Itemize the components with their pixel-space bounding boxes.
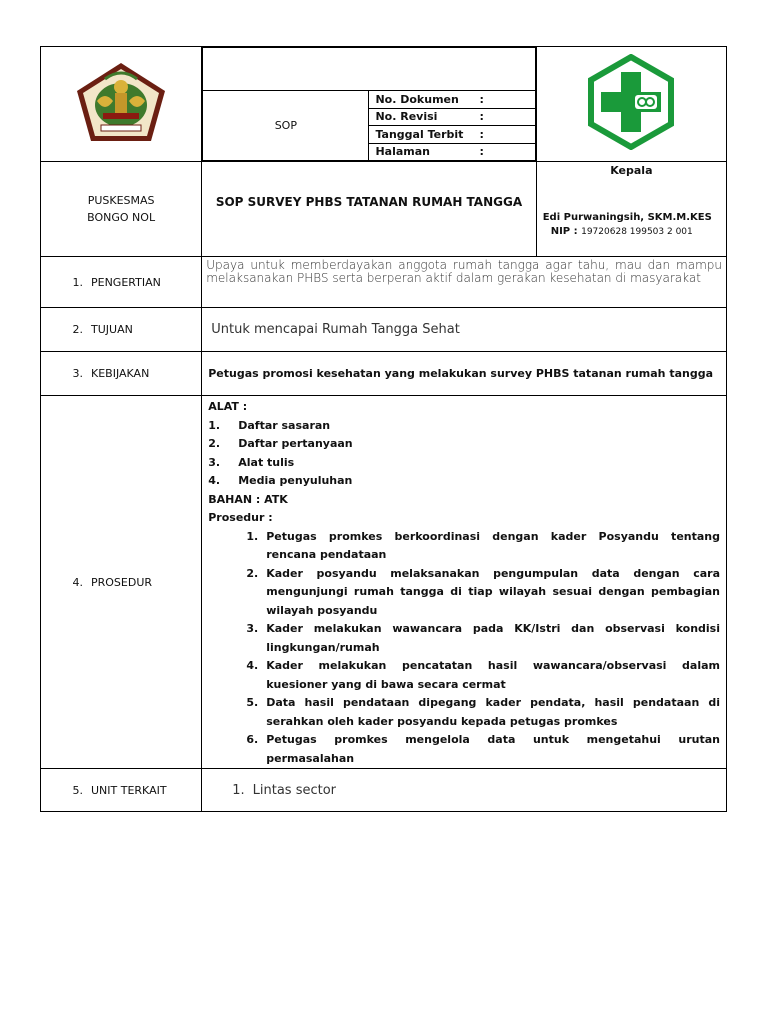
step-number: 1. xyxy=(246,529,259,543)
list-text: Alat tulis xyxy=(238,455,295,469)
meta-sep: : xyxy=(479,127,484,141)
signer-name: Edi Purwaningsih, SKM.M.KES xyxy=(542,212,712,223)
section-label-pengertian xyxy=(41,257,202,308)
alat-heading: ALAT : xyxy=(208,400,248,413)
section-number: 5. xyxy=(72,783,83,797)
document-title: SOP SURVEY PHBS TATANAN RUMAH TANGGA xyxy=(202,162,536,257)
section-label-kebijakan xyxy=(41,352,202,396)
alat-item xyxy=(208,417,720,436)
meta-key: No. Dokumen xyxy=(375,92,459,106)
step-text: Data hasil pendataan dipegang kader pendata, hasil pendataan di serahkan oleh kader posyandu kepada petugas promkes xyxy=(266,696,720,728)
section-title: PENGERTIAN xyxy=(91,275,161,289)
signer-nip xyxy=(551,226,693,237)
section-number: 3. xyxy=(72,367,83,380)
meta-list xyxy=(369,91,535,161)
step-number: 4. xyxy=(246,659,259,672)
section-number: 2. xyxy=(72,323,83,336)
procedure-step xyxy=(208,620,720,657)
step-number: 5. xyxy=(246,696,259,709)
procedure-step xyxy=(208,528,720,565)
prosedur-heading: Prosedur : xyxy=(208,511,273,524)
section-label-tujuan xyxy=(41,308,202,352)
procedure-step xyxy=(208,731,720,768)
meta-tanggal-terbit xyxy=(369,126,534,144)
left-logo-cell xyxy=(41,47,202,162)
step-text: Kader melakukan pencatatan hasil wawancara/observasi dalam kuesioner yang di bawa secara cermat xyxy=(266,659,720,691)
regency-seal-logo-icon xyxy=(75,61,167,143)
step-text: Kader melakukan wawancara pada KK/Istri dan observasi kondisi lingkungan/rumah xyxy=(266,622,720,654)
section-number: 4. xyxy=(72,575,83,589)
list-text: Daftar sasaran xyxy=(238,418,331,432)
section-title: TUJUAN xyxy=(91,323,133,336)
sop-table xyxy=(40,46,727,812)
meta-halaman xyxy=(369,144,534,161)
tujuan-text: Untuk mencapai Rumah Tangga Sehat xyxy=(202,308,727,352)
meta-no-revisi xyxy=(369,109,534,127)
list-text: Media penyuluhan xyxy=(238,474,353,487)
alat-item xyxy=(208,454,720,473)
sop-meta-cell xyxy=(202,47,536,162)
meta-sep: : xyxy=(479,92,484,106)
signature-cell xyxy=(536,162,726,257)
meta-key: Tanggal Terbit xyxy=(375,127,464,141)
kebijakan-text: Petugas promosi kesehatan yang melakukan survey PHBS tatanan rumah tangga xyxy=(202,352,727,396)
list-text: Daftar pertanyaan xyxy=(238,437,353,450)
org-name-line1: PUSKESMAS xyxy=(87,194,155,207)
meta-sep: : xyxy=(479,110,484,124)
meta-no-dokumen xyxy=(369,91,534,109)
meta-sep: : xyxy=(479,145,484,159)
section-number: 1. xyxy=(72,275,83,289)
list-number: 4. xyxy=(208,474,221,487)
section-title: UNIT TERKAIT xyxy=(91,783,167,797)
sop-document xyxy=(40,46,727,812)
alat-item xyxy=(208,435,720,454)
nip-label: NIP : xyxy=(550,226,578,237)
unit-terkait-list xyxy=(202,769,727,812)
step-text: Petugas promkes mengelola data untuk mengetahui urutan permasalahan xyxy=(266,733,720,765)
puskesmas-green-cross-logo-icon xyxy=(583,54,679,150)
sop-label: SOP xyxy=(203,91,369,161)
step-number: 2. xyxy=(246,566,259,580)
pengertian-text: Upaya untuk memberdayakan anggota rumah tangga agar tahu, mau dan mampu melaksanakan PHBS serta berperan aktif dalam gerakan kesehatan di masyarakat xyxy=(202,257,727,308)
meta-key: Halaman xyxy=(375,145,431,159)
organization-cell xyxy=(41,162,202,257)
prosedur-content xyxy=(202,396,727,769)
step-number: 3. xyxy=(246,622,259,635)
sop-blank-top xyxy=(203,48,535,91)
procedure-step xyxy=(208,694,720,731)
step-number: 6. xyxy=(246,733,259,746)
section-label-prosedur xyxy=(41,396,202,769)
bahan-line: BAHAN : ATK xyxy=(208,492,288,506)
section-title: PROSEDUR xyxy=(91,575,153,589)
section-title: KEBIJAKAN xyxy=(91,367,150,380)
right-logo-cell xyxy=(536,47,726,162)
list-number: 2. xyxy=(208,437,221,450)
kepala-label: Kepala xyxy=(610,164,653,177)
step-text: Kader posyandu melaksanakan pengumpulan data dengan cara mengunjungi rumah tangga di tiap wilayah sesuai dengan pembagian wilayah posyandu xyxy=(266,566,720,617)
list-number: 3. xyxy=(208,455,221,469)
section-label-unit-terkait xyxy=(41,769,202,812)
procedure-step xyxy=(208,565,720,621)
procedure-step xyxy=(208,657,720,694)
nip-value: 19720628 199503 2 001 xyxy=(581,227,693,237)
org-name-line2: BONGO NOL xyxy=(87,211,156,224)
list-text: Lintas sector xyxy=(252,782,337,798)
list-number: 1. xyxy=(208,418,221,432)
alat-item xyxy=(208,472,720,491)
list-number: 1. xyxy=(232,782,245,798)
meta-key: No. Revisi xyxy=(375,110,438,124)
step-text: Petugas promkes berkoordinasi dengan kader Posyandu tentang rencana pendataan xyxy=(266,529,720,561)
